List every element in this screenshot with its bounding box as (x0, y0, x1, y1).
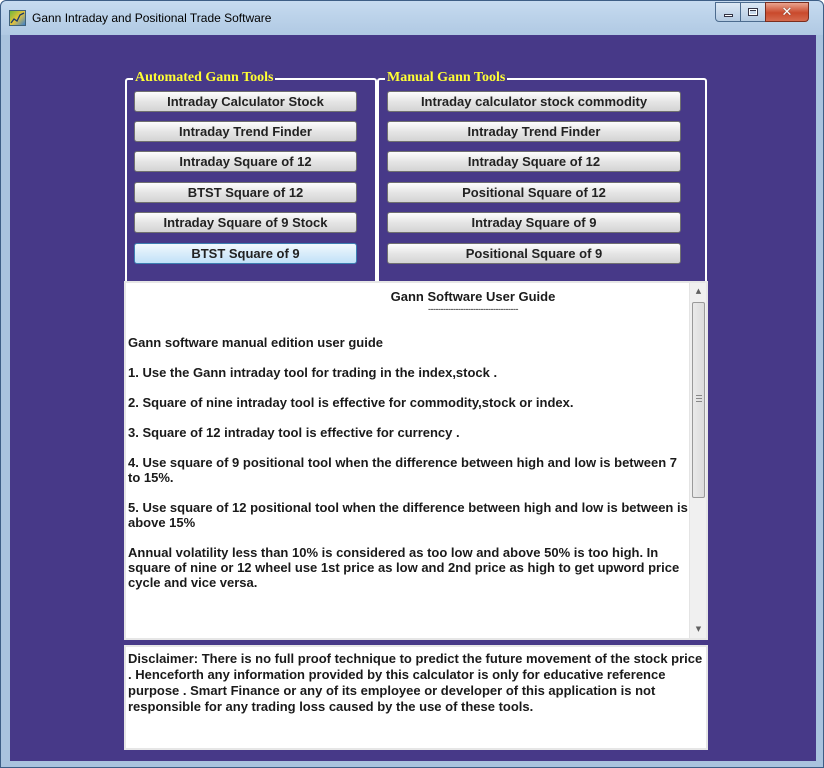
close-button[interactable] (765, 2, 809, 22)
btst-square-of-12-button[interactable]: BTST Square of 12 (134, 182, 357, 203)
guide-paragraph: 3. Square of 12 intraday tool is effective for currency . (128, 425, 460, 440)
maximize-button[interactable] (740, 2, 766, 22)
guide-paragraph: 5. Use square of 12 positional tool when the difference between high and low is between is above 15% (128, 500, 688, 530)
manual-tools-legend: Manual Gann Tools (387, 70, 506, 85)
user-guide-textbox[interactable] (124, 281, 708, 640)
app-icon[interactable] (9, 10, 26, 26)
intraday-calculator-stock-commodity-button[interactable]: Intraday calculator stock commodity (387, 91, 681, 112)
intraday-square-of-12-button[interactable]: Intraday Square of 12 (134, 151, 357, 172)
automated-tools-group (125, 70, 377, 310)
close-icon: ✕ (781, 4, 793, 20)
disclaimer-textbox[interactable] (124, 645, 708, 750)
window-title: Gann Intraday and Positional Trade Software (32, 11, 272, 25)
intraday-square-of-9-stock-button[interactable]: Intraday Square of 9 Stock (134, 212, 357, 233)
manual-tools-group (377, 70, 707, 310)
positional-square-of-12-button[interactable]: Positional Square of 12 (387, 182, 681, 203)
disclaimer-text: Disclaimer: There is no full proof technique to predict the future movement of the stock price . Henceforth any information provided by this calculator is only for educative reference purpose . Smart Finance or any of its employee or developer of this application is not responsible for any trading loss caused by the use of these tools. (128, 651, 703, 714)
user-guide-content (128, 289, 690, 590)
btst-square-of-9-button[interactable]: BTST Square of 9 (134, 243, 357, 264)
scroll-down-icon[interactable]: ▼ (695, 625, 702, 633)
title-bar[interactable] (1, 1, 823, 35)
manual-intraday-square-of-12-button[interactable]: Intraday Square of 12 (387, 151, 681, 172)
positional-square-of-9-button[interactable]: Positional Square of 9 (387, 243, 681, 264)
intraday-square-of-9-button[interactable]: Intraday Square of 9 (387, 212, 681, 233)
guide-paragraph: 4. Use square of 9 positional tool when the difference between high and low is between 7 to 15%. (128, 455, 677, 485)
guide-paragraph: 2. Square of nine intraday tool is effective for commodity,stock or index. (128, 395, 574, 410)
minimize-icon (724, 14, 733, 17)
user-guide-title: Gann Software User Guide (390, 289, 556, 304)
intraday-calculator-stock-button[interactable]: Intraday Calculator Stock (134, 91, 357, 112)
maximize-icon (748, 8, 758, 16)
main-panel (10, 35, 816, 761)
grip-icon (696, 395, 702, 402)
guide-scrollbar[interactable] (689, 283, 706, 638)
user-guide-title-underline: ------------------------------------ (428, 304, 518, 314)
scroll-up-icon[interactable]: ▲ (695, 287, 702, 295)
manual-intraday-trend-finder-button[interactable]: Intraday Trend Finder (387, 121, 681, 142)
guide-paragraph: Gann software manual edition user guide (128, 335, 383, 350)
minimize-button[interactable] (715, 2, 741, 22)
guide-paragraph: 1. Use the Gann intraday tool for trading in the index,stock . (128, 365, 498, 380)
scrollbar-thumb[interactable] (692, 302, 705, 498)
guide-paragraph: Annual volatility less than 10% is considered as too low and above 50% is too high. In square of nine or 12 wheel use 1st price as low and 2nd price as high to get upword price cycle and vice versa. (128, 545, 680, 590)
automated-tools-legend: Automated Gann Tools (135, 70, 274, 85)
intraday-trend-finder-button[interactable]: Intraday Trend Finder (134, 121, 357, 142)
